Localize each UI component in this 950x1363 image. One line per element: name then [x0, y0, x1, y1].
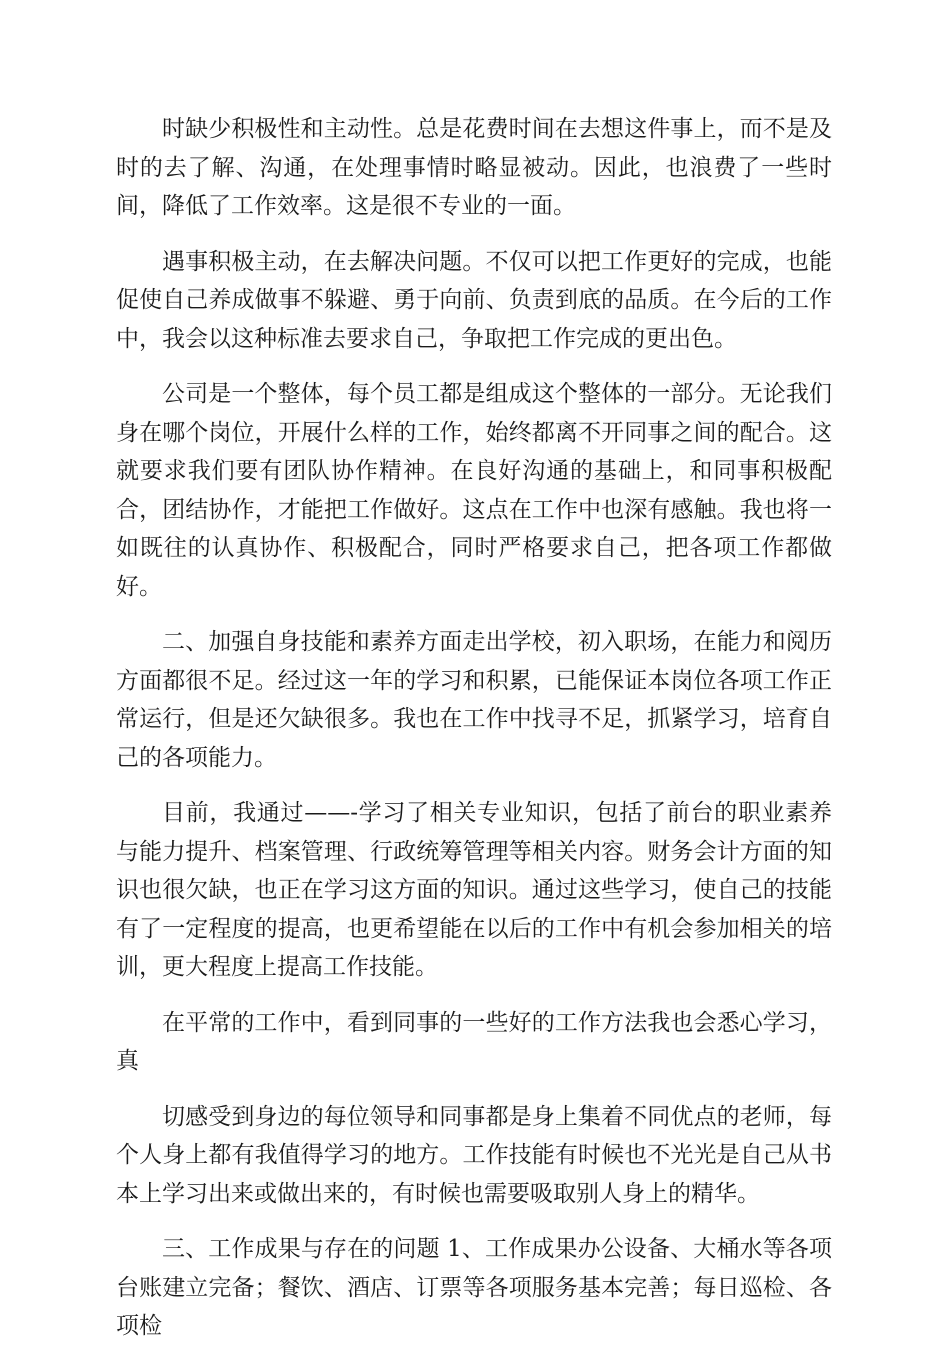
paragraph-8: 三、工作成果与存在的问题 1、工作成果办公设备、大桶水等各项台账建立完备；餐饮、酒店、订票等各项服务基本完善；每日巡检、各项检 [116, 1236, 832, 1339]
paragraph-6: 在平常的工作中，看到同事的一些好的工作方法我也会悉心学习，真 [116, 1009, 832, 1074]
paragraph-3: 公司是一个整体，每个员工都是组成这个整体的一部分。无论我们身在哪个岗位，开展什么样的工作，始终都离不开同事之间的配合。这就要求我们要有团队协作精神。在良好沟通的基础上，和同事积极配合，团结协作，才能把工作做好。这点在工作中也深有感触。我也将一如既往的认真协作、积极配合，同时严格要求自己，把各项工作都做好。 [116, 381, 832, 600]
paragraph-5: 目前，我通过——-学习了相关专业知识，包括了前台的职业素养与能力提升、档案管理、行政统筹管理等相关内容。财务会计方面的知识也很欠缺，也正在学习这方面的知识。通过这些学习，使自己的技能有了一定程度的提高，也更希望能在以后的工作中有机会参加相关的培训，更大程度上提高工作技能。 [116, 800, 832, 980]
paragraph-2: 遇事积极主动，在去解决问题。不仅可以把工作更好的完成，也能促使自己养成做事不躲避、勇于向前、负责到底的品质。在今后的工作中，我会以这种标准去要求自己，争取把工作完成的更出色。 [116, 248, 832, 352]
paragraph-7: 切感受到身边的每位领导和同事都是身上集着不同优点的老师，每个人身上都有我值得学习的地方。工作技能有时候也不光光是自己从书本上学习出来或做出来的，有时候也需要吸取别人身上的精华。 [116, 1103, 832, 1207]
paragraph-4: 二、加强自身技能和素养方面走出学校，初入职场，在能力和阅历方面都很不足。经过这一年的学习和积累，已能保证本岗位各项工作正常运行，但是还欠缺很多。我也在工作中找寻不足，抓紧学习，培育自己的各项能力。 [116, 629, 832, 771]
document-body [116, 110, 832, 1363]
paragraph-1: 时缺少积极性和主动性。总是花费时间在去想这件事上，而不是及时的去了解、沟通，在处理事情时略显被动。因此，也浪费了一些时间，降低了工作效率。这是很不专业的一面。 [116, 116, 832, 219]
